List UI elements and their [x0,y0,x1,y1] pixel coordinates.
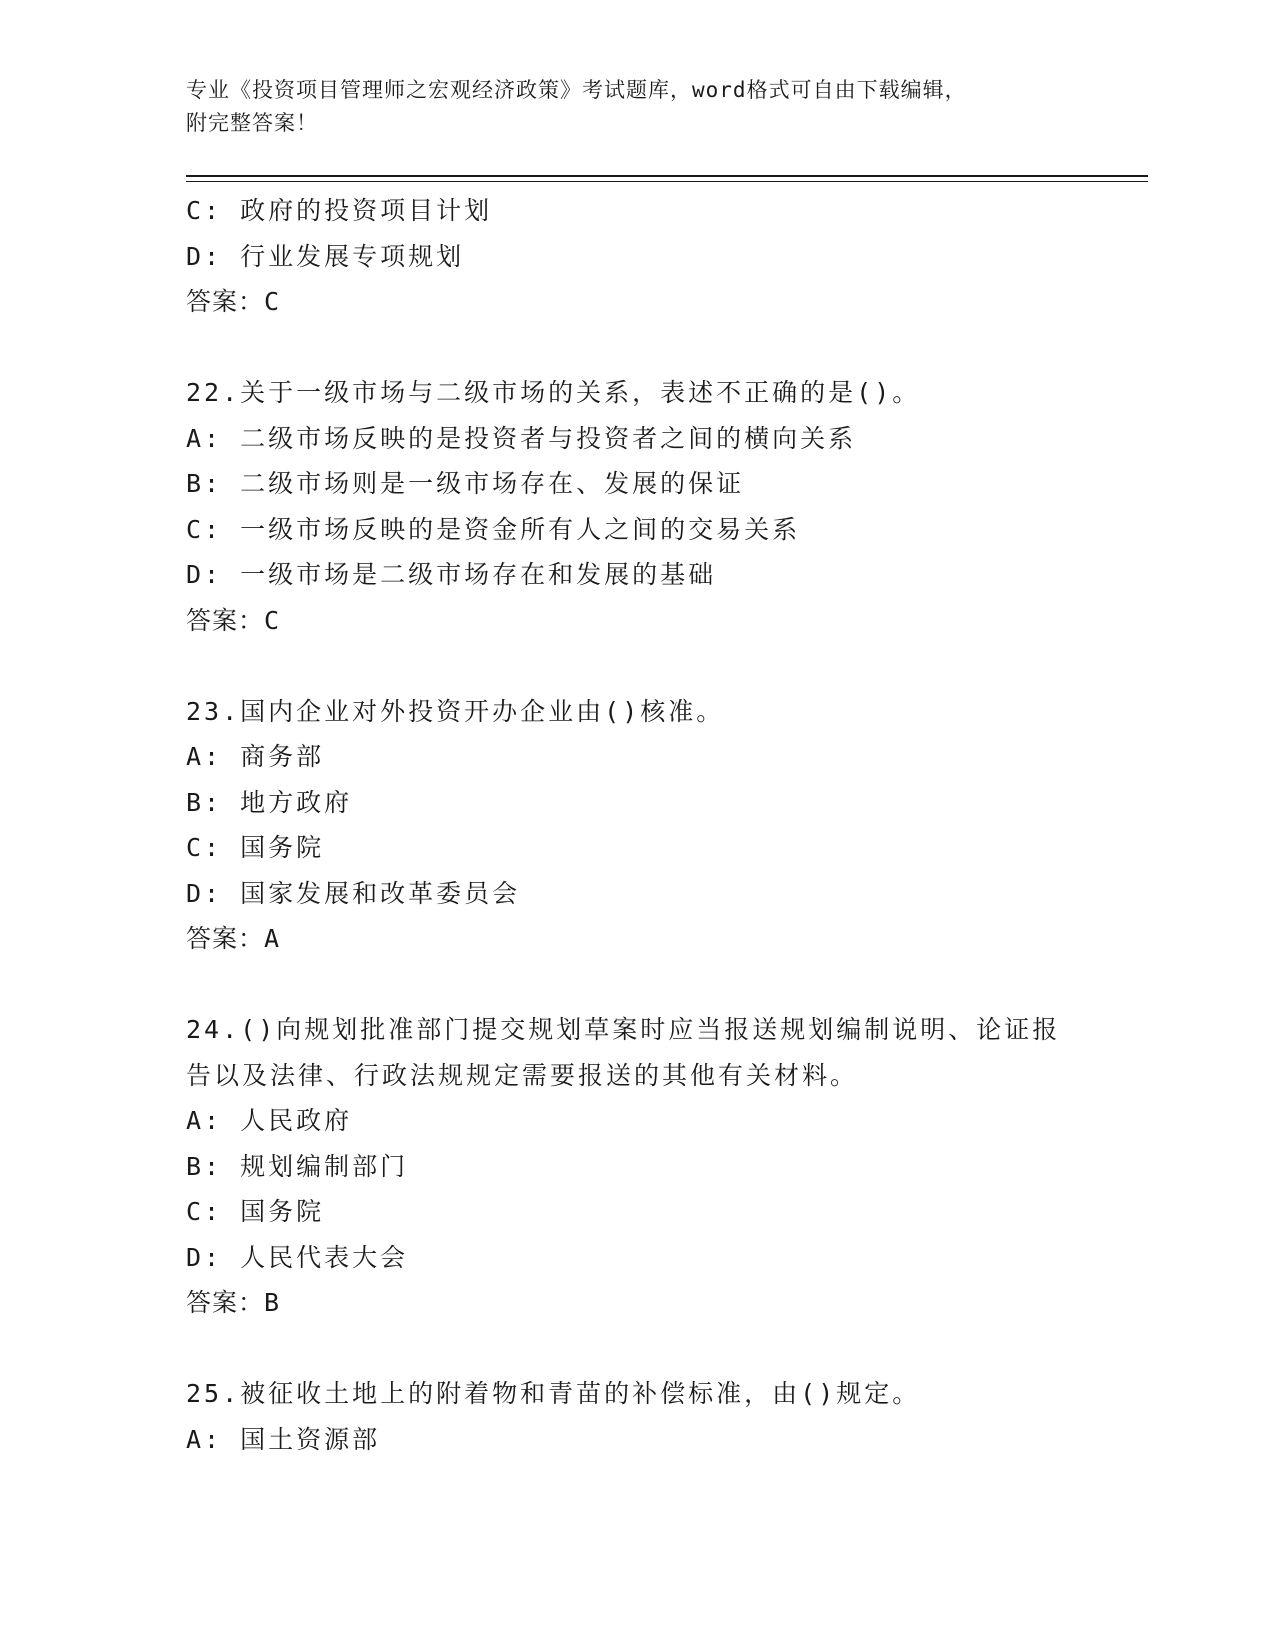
spacer [186,962,1086,1008]
option-d: D: 行业发展专项规划 [186,241,465,271]
option-c: C: 一级市场反映的是资金所有人之间的交易关系 [186,514,801,544]
question-stem: 23.国内企业对外投资开办企业由()核准。 [186,696,725,726]
spacer [186,325,1086,371]
option-a: A: 人民政府 [186,1106,353,1135]
document-header [186,74,1086,140]
option-d: D: 人民代表大会 [186,1242,409,1272]
question-stem-line-2: 告以及法律、行政法规规定需要报送的其他有关材料。 [186,1060,859,1090]
header-rule-thick [186,175,1148,177]
header-line-1: 专业《投资项目管理师之宏观经济政策》考试题库，word格式可自由下载编辑， [186,78,967,102]
option-b: B: 地方政府 [186,787,353,817]
question-list [186,188,1086,1462]
answer-line: 答案：C [186,605,281,635]
question-block-23 [186,689,1086,962]
option-c: C: 国务院 [186,833,325,862]
question-block-partial [186,188,1086,325]
option-c: C: 政府的投资项目计划 [186,196,493,225]
option-b: B: 规划编制部门 [186,1151,409,1181]
answer-line: 答案：B [186,1288,281,1317]
option-b: B: 二级市场则是一级市场存在、发展的保证 [186,469,745,498]
question-stem: 25.被征收土地上的附着物和青苗的补偿标准，由()规定。 [186,1379,921,1408]
spacer [186,1326,1086,1372]
option-d: D: 国家发展和改革委员会 [186,878,521,908]
answer-line: 答案：C [186,287,281,316]
header-rule-thin [186,181,1148,182]
question-block-22 [186,370,1086,643]
option-a: A: 二级市场反映的是投资者与投资者之间的横向关系 [186,423,857,453]
option-a: A: 国土资源部 [186,1424,381,1454]
question-block-24 [186,1007,1086,1326]
answer-line: 答案：A [186,924,281,953]
option-c: C: 国务院 [186,1197,325,1226]
option-a: A: 商务部 [186,742,325,771]
question-stem-line-1: 24.()向规划批准部门提交规划草案时应当报送规划编制说明、论证报 [186,1015,1061,1044]
header-line-2: 附完整答案！ [186,111,318,135]
spacer [186,643,1086,689]
question-stem: 22.关于一级市场与二级市场的关系，表述不正确的是()。 [186,378,921,407]
question-block-25 [186,1371,1086,1462]
option-d: D: 一级市场是二级市场存在和发展的基础 [186,560,717,589]
